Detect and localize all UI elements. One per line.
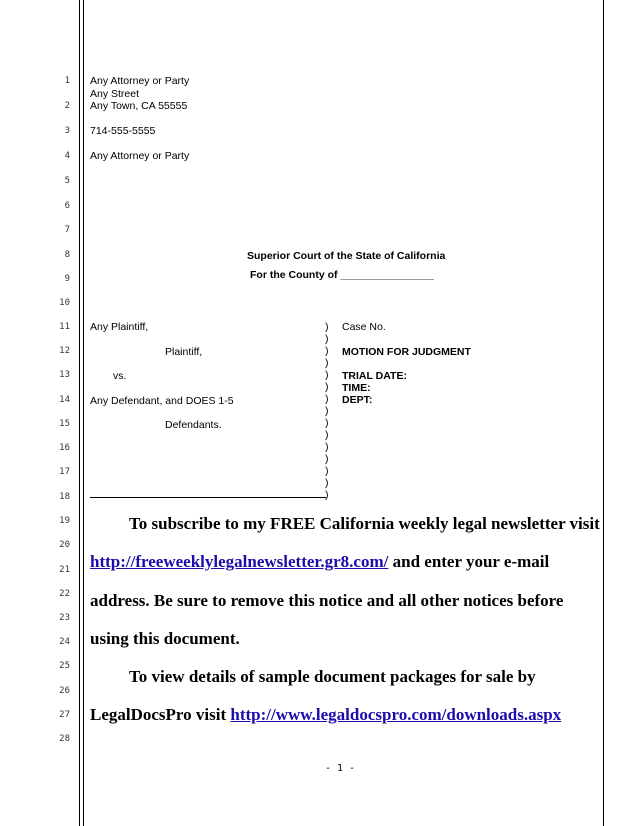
caption-underline (90, 497, 326, 498)
line-number: 7 (64, 225, 70, 235)
trial-date-label: TRIAL DATE: (342, 370, 407, 382)
newsletter-link[interactable]: http://freeweeklylegalnewsletter.gr8.com/ (90, 552, 389, 571)
notice-line-6-text: LegalDocsPro visit (90, 705, 231, 724)
paren: ) (325, 381, 329, 393)
paren: ) (325, 345, 329, 357)
paren: ) (325, 369, 329, 381)
line-number: 16 (59, 443, 70, 453)
notice-line-1: To subscribe to my FREE California weekly legal newsletter visit (129, 514, 600, 533)
line-number: 5 (64, 176, 70, 186)
line-number: 13 (59, 370, 70, 380)
attorney-street: Any Street (90, 88, 140, 100)
paren: ) (325, 489, 329, 501)
line-number: 21 (59, 565, 70, 575)
line-number: 1 (64, 76, 70, 86)
paren: ) (325, 405, 329, 417)
paren: ) (325, 453, 329, 465)
notice-line-2 (90, 552, 549, 572)
notice-line-6 (90, 705, 561, 725)
line-number: 26 (59, 686, 70, 696)
line-number: 20 (59, 540, 70, 550)
line-number: 12 (59, 346, 70, 356)
notice-line-4: using this document. (90, 629, 240, 648)
paren: ) (325, 441, 329, 453)
line-number: 9 (64, 274, 70, 284)
paren: ) (325, 333, 329, 345)
line-number: 19 (59, 516, 70, 526)
paren: ) (325, 477, 329, 489)
line-number: 24 (59, 637, 70, 647)
line-number: 22 (59, 589, 70, 599)
notice-line-2-text: and enter your e-mail (388, 552, 550, 571)
court-county: For the County of ________________ (250, 269, 434, 281)
dept-label: DEPT: (342, 394, 373, 406)
left-margin-rule-inner (83, 0, 84, 826)
defendant-role: Defendants. (165, 419, 222, 431)
attorney-phone: 714-555-5555 (90, 125, 156, 137)
right-margin-rule (603, 0, 604, 826)
caption-parens (325, 321, 335, 501)
plaintiff-role: Plaintiff, (165, 346, 203, 358)
line-number: 23 (59, 613, 70, 623)
versus-label: vs. (113, 370, 127, 382)
line-number: 28 (59, 734, 70, 744)
line-number: 8 (64, 250, 70, 260)
paren: ) (325, 465, 329, 477)
line-number: 15 (59, 419, 70, 429)
paren: ) (325, 357, 329, 369)
paren: ) (325, 321, 329, 333)
line-number: 18 (59, 492, 70, 502)
line-number: 10 (59, 298, 70, 308)
notice-line-5: To view details of sample document packages for sale by (129, 667, 536, 686)
line-number: 14 (59, 395, 70, 405)
line-number: 3 (64, 126, 70, 136)
attorney-name: Any Attorney or Party (90, 75, 190, 87)
notice-line-3: address. Be sure to remove this notice and all other notices before (90, 591, 564, 610)
paren: ) (325, 393, 329, 405)
time-label: TIME: (342, 382, 371, 394)
defendant-name: Any Defendant, and DOES 1-5 (90, 395, 234, 407)
left-margin-rule (79, 0, 80, 826)
court-title: Superior Court of the State of California (247, 250, 446, 262)
line-number: 25 (59, 661, 70, 671)
case-number-label: Case No. (342, 321, 386, 333)
line-number: 4 (64, 151, 70, 161)
attorney-for: Any Attorney or Party (90, 150, 190, 162)
paren: ) (325, 429, 329, 441)
downloads-link[interactable]: http://www.legaldocspro.com/downloads.aspx (230, 705, 562, 724)
plaintiff-name: Any Plaintiff, (90, 321, 149, 333)
motion-title: MOTION FOR JUDGMENT (342, 346, 471, 358)
paren: ) (325, 417, 329, 429)
line-number: 27 (59, 710, 70, 720)
page-number: - 1 - (324, 763, 356, 774)
line-number: 6 (64, 201, 70, 211)
line-number: 2 (64, 101, 70, 111)
line-number: 11 (59, 322, 70, 332)
line-number: 17 (59, 467, 70, 477)
attorney-city: Any Town, CA 55555 (90, 100, 188, 112)
